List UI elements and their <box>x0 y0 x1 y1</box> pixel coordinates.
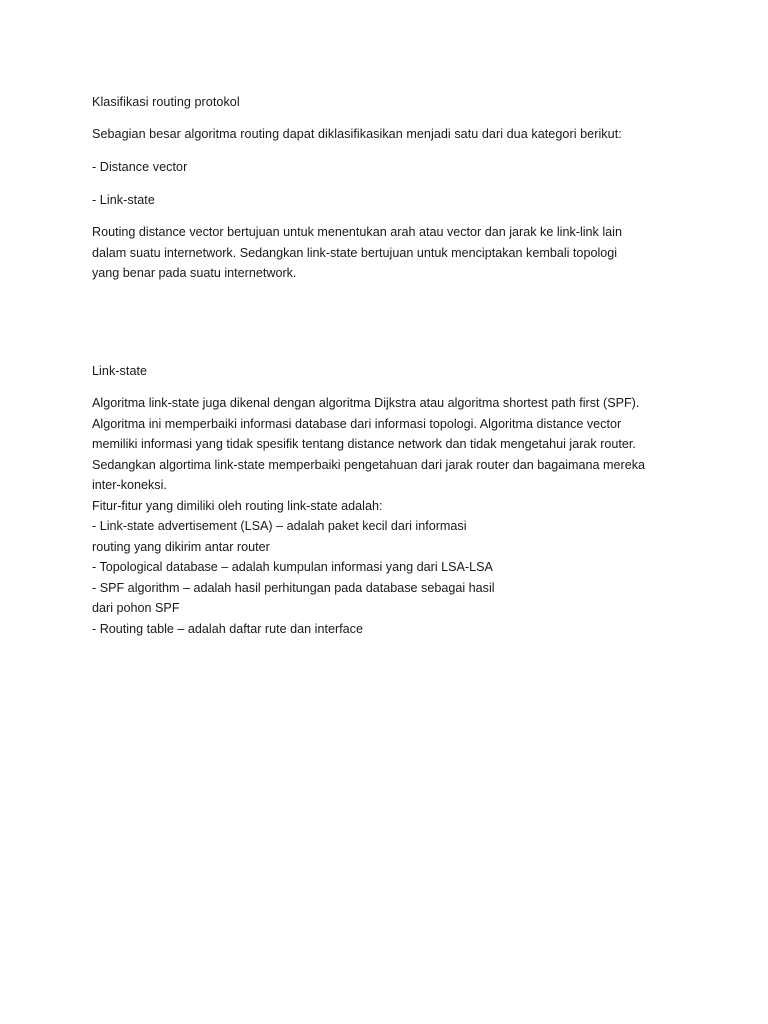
paragraph-line: Algoritma ini memperbaiki informasi database dari informasi topologi. Algoritma distance vector <box>92 416 622 431</box>
section-title: Link-state <box>92 364 148 378</box>
paragraph-line: dalam suatu internetwork. Sedangkan link-state bertujuan untuk menciptakan kembali topologi <box>92 245 618 260</box>
intro-paragraph: Sebagian besar algoritma routing dapat diklasifikasikan menjadi satu dari dua kategori berikut: <box>92 127 622 141</box>
feature-line: dari pohon SPF <box>92 601 180 615</box>
feature-line: - Routing table – adalah daftar rute dan interface <box>92 621 363 636</box>
paragraph-line: Routing distance vector bertujuan untuk menentukan arah atau vector dan jarak ke link-link lain <box>92 225 622 239</box>
paragraph-line: Algoritma link-state juga dikenal dengan algoritma Dijkstra atau algoritma shortest path first (SPF). <box>92 396 640 410</box>
paragraph-line: yang benar pada suatu internetwork. <box>92 266 297 280</box>
category-item: - Link-state <box>92 193 155 207</box>
section-title: Klasifikasi routing protokol <box>92 95 240 109</box>
feature-line: - SPF algorithm – adalah hasil perhitungan pada database sebagai hasil <box>92 580 495 595</box>
feature-line: routing yang dikirim antar router <box>92 539 270 554</box>
paragraph-line: Sedangkan algortima link-state memperbaiki pengetahuan dari jarak router dan bagaimana mereka <box>92 457 646 472</box>
paragraph <box>92 222 676 284</box>
features-intro: Fitur-fitur yang dimiliki oleh routing link-state adalah: <box>92 498 383 513</box>
paragraph-line: inter-koneksi. <box>92 478 167 492</box>
paragraph-line: memiliki informasi yang tidak spesifik tentang distance network dan tidak mengetahui jarak router. <box>92 437 636 451</box>
feature-line: - Topological database – adalah kumpulan informasi yang dari LSA-LSA <box>92 560 493 574</box>
paragraph <box>92 393 676 639</box>
category-item: - Distance vector <box>92 160 188 174</box>
feature-line: - Link-state advertisement (LSA) – adalah paket kecil dari informasi <box>92 519 467 533</box>
